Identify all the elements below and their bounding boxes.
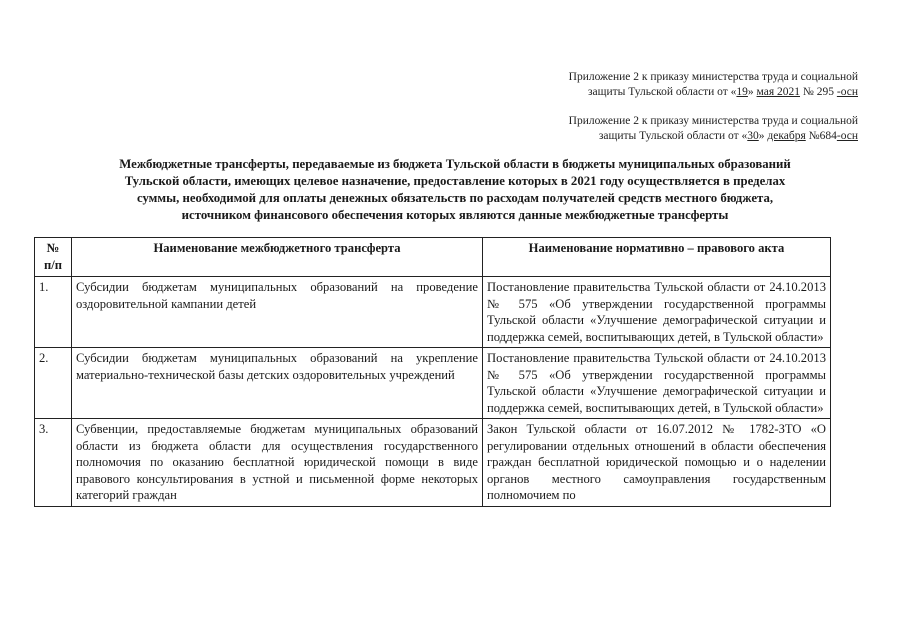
header-transfer-name: Наименование межбюджетного трансферта [72,238,483,277]
appendix-note-1 [569,70,858,100]
title-line: источником финансового обеспечения которых являются данные межбюджетные трансферты [181,208,729,222]
transfer-name: Субвенции, предоставляемые бюджетам муниципальных образований области из бюджета области для осуществления государственного полномочия по оказанию бесплатной юридической помощи в виде правового консультирования в устной и письменной форме некоторых категорий граждан [72,419,483,507]
title-line: Тульской области, имеющих целевое назначение, предоставление которых в 2021 году осуществляется в пределах [124,174,786,188]
appendix-line: Приложение 2 к приказу министерства труда и социальной [568,115,858,127]
header-number [35,238,72,277]
appendix-line [569,85,858,100]
appendix-day: 30 [747,130,759,142]
row-number: 1. [35,277,72,348]
appendix-number: № 295 [800,86,837,98]
header-number-line1: № [46,241,60,255]
appendix-text: » [747,86,757,98]
table-row [35,419,831,507]
appendix-month: мая 2021 [756,86,801,98]
appendix-number-suffix: -осн [836,130,858,142]
header-number-line2: п/п [43,257,62,272]
appendix-note-2 [569,114,858,144]
legal-act: Постановление правительства Тульской области от 24.10.2013 № 575 «Об утверждении государственной программы Тульской области «Улучшение демографической ситуации и поддержка семей, воспитывающих детей, в Тульской области» [483,348,831,419]
row-number: 3. [35,419,72,507]
appendix-text: » [758,130,768,142]
legal-act: Постановление правительства Тульской области от 24.10.2013 № 575 «Об утверждении государственной программы Тульской области «Улучшение демографической ситуации и поддержка семей, воспитывающих детей, в Тульской области» [483,277,831,348]
header-legal-act: Наименование нормативно – правового акта [483,238,831,277]
appendix-line [569,129,858,144]
table-header-row [35,238,831,277]
appendix-month: декабря [767,130,806,142]
title-line: суммы, необходимой для оплаты денежных обязательств по расходам получателей средств местного бюджета, [136,191,774,205]
table-row [35,277,831,348]
document-title [40,156,870,224]
appendix-line: Приложение 2 к приказу министерства труда и социальной [568,71,858,83]
table-row [35,348,831,419]
transfers-table [34,237,831,507]
row-number: 2. [35,348,72,419]
appendix-number: №684 [805,130,837,142]
appendix-number-suffix: -осн [836,86,858,98]
appendix-text: защиты Тульской области от « [588,86,737,98]
title-line: Межбюджетные трансферты, передаваемые из бюджета Тульской области в бюджеты муниципальных образований [119,157,791,171]
appendix-day: 19 [736,86,748,98]
legal-act: Закон Тульской области от 16.07.2012 № 1782-ЗТО «О регулировании отдельных отношений в области обеспечения граждан бесплатной юридической помощью и о наделении органов местного самоуправления государственным полномочием по [483,419,831,507]
appendix-text: защиты Тульской области от « [598,130,748,142]
transfer-name: Субсидии бюджетам муниципальных образований на укрепление материально-технической базы детских оздоровительных учреждений [72,348,483,419]
transfer-name: Субсидии бюджетам муниципальных образований на проведение оздоровительной кампании детей [72,277,483,348]
